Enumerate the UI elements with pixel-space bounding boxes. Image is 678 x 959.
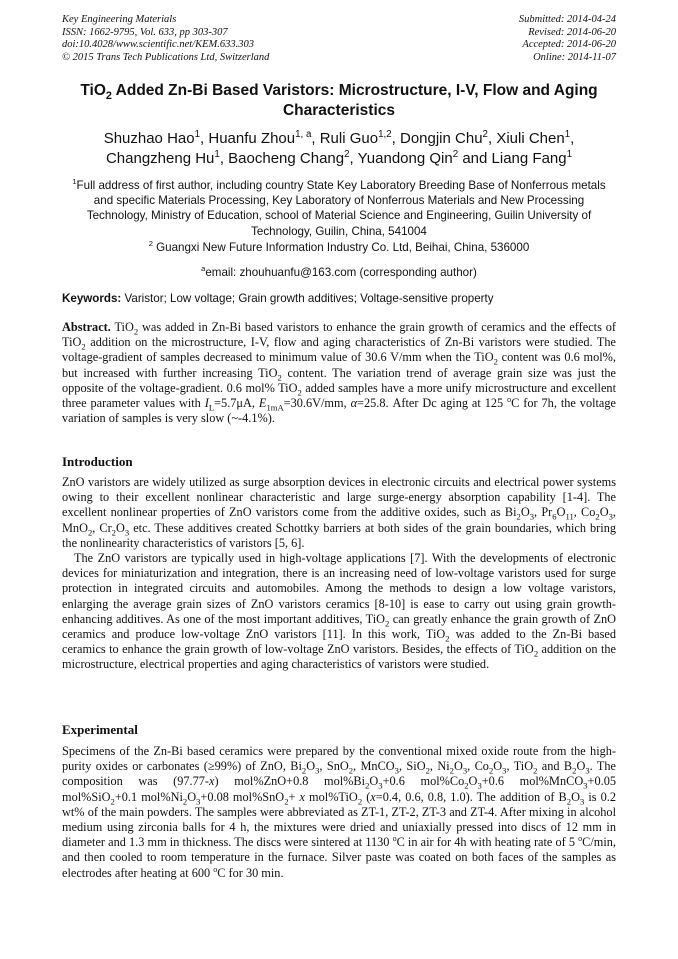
date-accepted: Accepted: 2014-06-20 (522, 39, 616, 50)
author: Xiuli Chen$^1$ (496, 129, 571, 147)
abstract-label: Abstract. (62, 320, 111, 334)
author: Liang Fang$^1$ (491, 149, 573, 167)
author: Ruli Guo$^{1,2}$ (319, 129, 392, 147)
section-heading-experimental: Experimental (62, 722, 138, 737)
journal-copyright: © 2015 Trans Tech Publications Ltd, Switzerland (62, 51, 270, 63)
corresponding-email: $^a$email: zhouhuanfu@163.com (corresponding author) (201, 264, 477, 279)
author: Huanfu Zhou$^{1, a}$ (208, 129, 312, 147)
paragraph: The ZnO varistors are typically used in high-voltage applications [7]. With the developments of electronic devices for miniaturization and integration, there is an increasing need of low-voltage varistors used for surge protection in integrated circuits and automobiles. Among the methods to design a low voltage varistors, enlarging the average grain sizes of ZnO varistors ceramics [8-10] is ease to carry out using grain growth-enhancing additives. As one of the most important additives, TiO$_2$ can greatly enhance the grain growth of ZnO ceramics and produce low-voltage ZnO varistors [11]. In this work, TiO$_2$ was added to the Zn-Bi based ceramics to enhance the grain growth of low-voltage ZnO varistors. Besides, the effects of TiO$_2$ addition on the microstructure, electrical properties and aging characteristics of varistors were studied. (62, 551, 617, 672)
author: Yuandong Qin$^2$ (357, 149, 459, 167)
journal-doi: doi:10.4028/www.scientific.net/KEM.633.303 (62, 39, 254, 50)
keywords: Keywords: Varistor; Low voltage; Grain growth additives; Voltage-sensitive property (62, 292, 494, 305)
keywords-label: Keywords: (62, 292, 122, 305)
paragraph: Specimens of the Zn-Bi based ceramics were prepared by the conventional mixed oxide route from the high-purity oxides or carbonates (≥99%) of ZnO, $Bi_2O_3$, SnO$_2$, MnCO$_3$, SiO$_2$, $Ni_2O_3$, $Co_2O_3$, TiO$_2$ and $B_2O_3$. The composition was (97.77-x) mol%ZnO+0.8 $mol\%Bi_2O_3+0.6$ $mol\%Co_2O_3+0.6$ mol%MnCO$_3$+0.05 mol%SiO$_2$+0.1 $mol\%Ni_2O_3+0.08$ mol%SnO$_2$+ x mol%TiO$_2$ (x=0.4, 0.6, 0.8, 1.0). The addition of $B_2O_3$ is 0.2 wt% of the main powders. The samples were abbreviated as ZT-1, ZT-2, ZT-3 and ZT-4. After mixing in alcohol medium using zirconia balls for 4 h, the mixtures were dried and uniaxially pressed into discs of 12 mm in diameter and 1.3 mm in thickness. The discs were sintered at 1130 $^o$C in air for 4h with heating rate of 5 $^o$C/min, and then cooled to room temperature in the furnace. Silver paste was coated on both faces of the samples as electrodes after heating at 600 $^o$C for 30 min. (62, 744, 616, 880)
date-online: Online: 2014-11-07 (533, 51, 616, 63)
abstract: Abstract. TiO$_2$ was added in Zn-Bi based varistors to enhance the grain growth of ceramics and the effects of TiO$_2$ addition on the microstructure, I-V, flow and aging characteristics of Zn-Bi varistors were studied. The voltage-gradient of samples decreased to minimum value of 30.6 V/mm when the TiO$_2$ content was 0.6 mol%, but increased with further increasing TiO$_2$ content. The variation trend of average grain size was just the opposite of the voltage-gradient. 0.6 mol% TiO$_2$ added samples have a more unify microstructure and excellent three parameter values with $I_L=5.7\mu A$, $E_{1mA}=30.6V/mm$, α=25.8. After Dc aging at 125 $^o$C for 7h, the voltage variation of samples is very slow (~-4.1%). (62, 320, 616, 426)
journal-info (62, 14, 269, 64)
paper-title: TiO$_2$ Added Zn-Bi Based Varistors: Microstructure, I-V, Flow and Aging Characteristics (80, 82, 598, 119)
affiliation-2: $^2$ Guangxi New Future Information Industry Co. Ltd, Beihai, China, 536000 (148, 239, 530, 254)
date-revised: Revised: 2014-06-20 (528, 26, 616, 38)
section-heading-introduction: Introduction (62, 454, 133, 469)
author: Changzheng Hu$^1$ (105, 149, 220, 167)
author-list: Shuzhao Hao$^1$, Huanfu Zhou$^{1, a}$, Ruli Guo$^{1,2}$, Dongjin Chu$^2$, Xiuli Chen$^1$, Changzheng Hu$^1$, Baocheng Chang$^2$, Yuandong Qin$^2$ and Liang Fang$^1$ (103, 129, 575, 167)
paragraph: ZnO varistors are widely utilized as surge absorption devices in electronic circuits and electrical power systems owing to their excellent nonlinear characteristic and large surge-energy absorption capability [1-4]. The excellent nonlinear properties of ZnO varistors come from the additive oxides, such as $Bi_2O_3$, $Pr_6O_{11}$, $Co_2O_3$, MnO$_2$, $Cr_2O_3$ etc. These additives created Schottky barriers at both sides of the grain boundaries, which bring the nonlinearity characteristics of varistors [5, 6]. (62, 475, 616, 550)
introduction-body (62, 475, 616, 673)
journal-issn: ISSN: 1662-9795, Vol. 633, pp 303-307 (62, 26, 228, 38)
author: Baocheng Chang$^2$ (228, 149, 350, 167)
affiliation-1: $^1$Full address of first author, including country State Key Laboratory Breeding Base of Nonferrous metals and specific Materials Processing, Key Laboratory of Nonferrous Materials and New Processing Technology, Ministry of Education, school of Material Science and Engineering, Guilin University of Technology, Guilin, China, 541004 (72, 177, 606, 238)
journal-name: Key Engineering Materials (62, 14, 177, 25)
submission-dates (519, 14, 616, 64)
author: Dongjin Chu$^2$ (399, 129, 488, 147)
experimental-body (62, 744, 616, 881)
author: Shuzhao Hao$^1$ (103, 129, 201, 147)
date-submitted: Submitted: 2014-04-24 (518, 14, 616, 25)
